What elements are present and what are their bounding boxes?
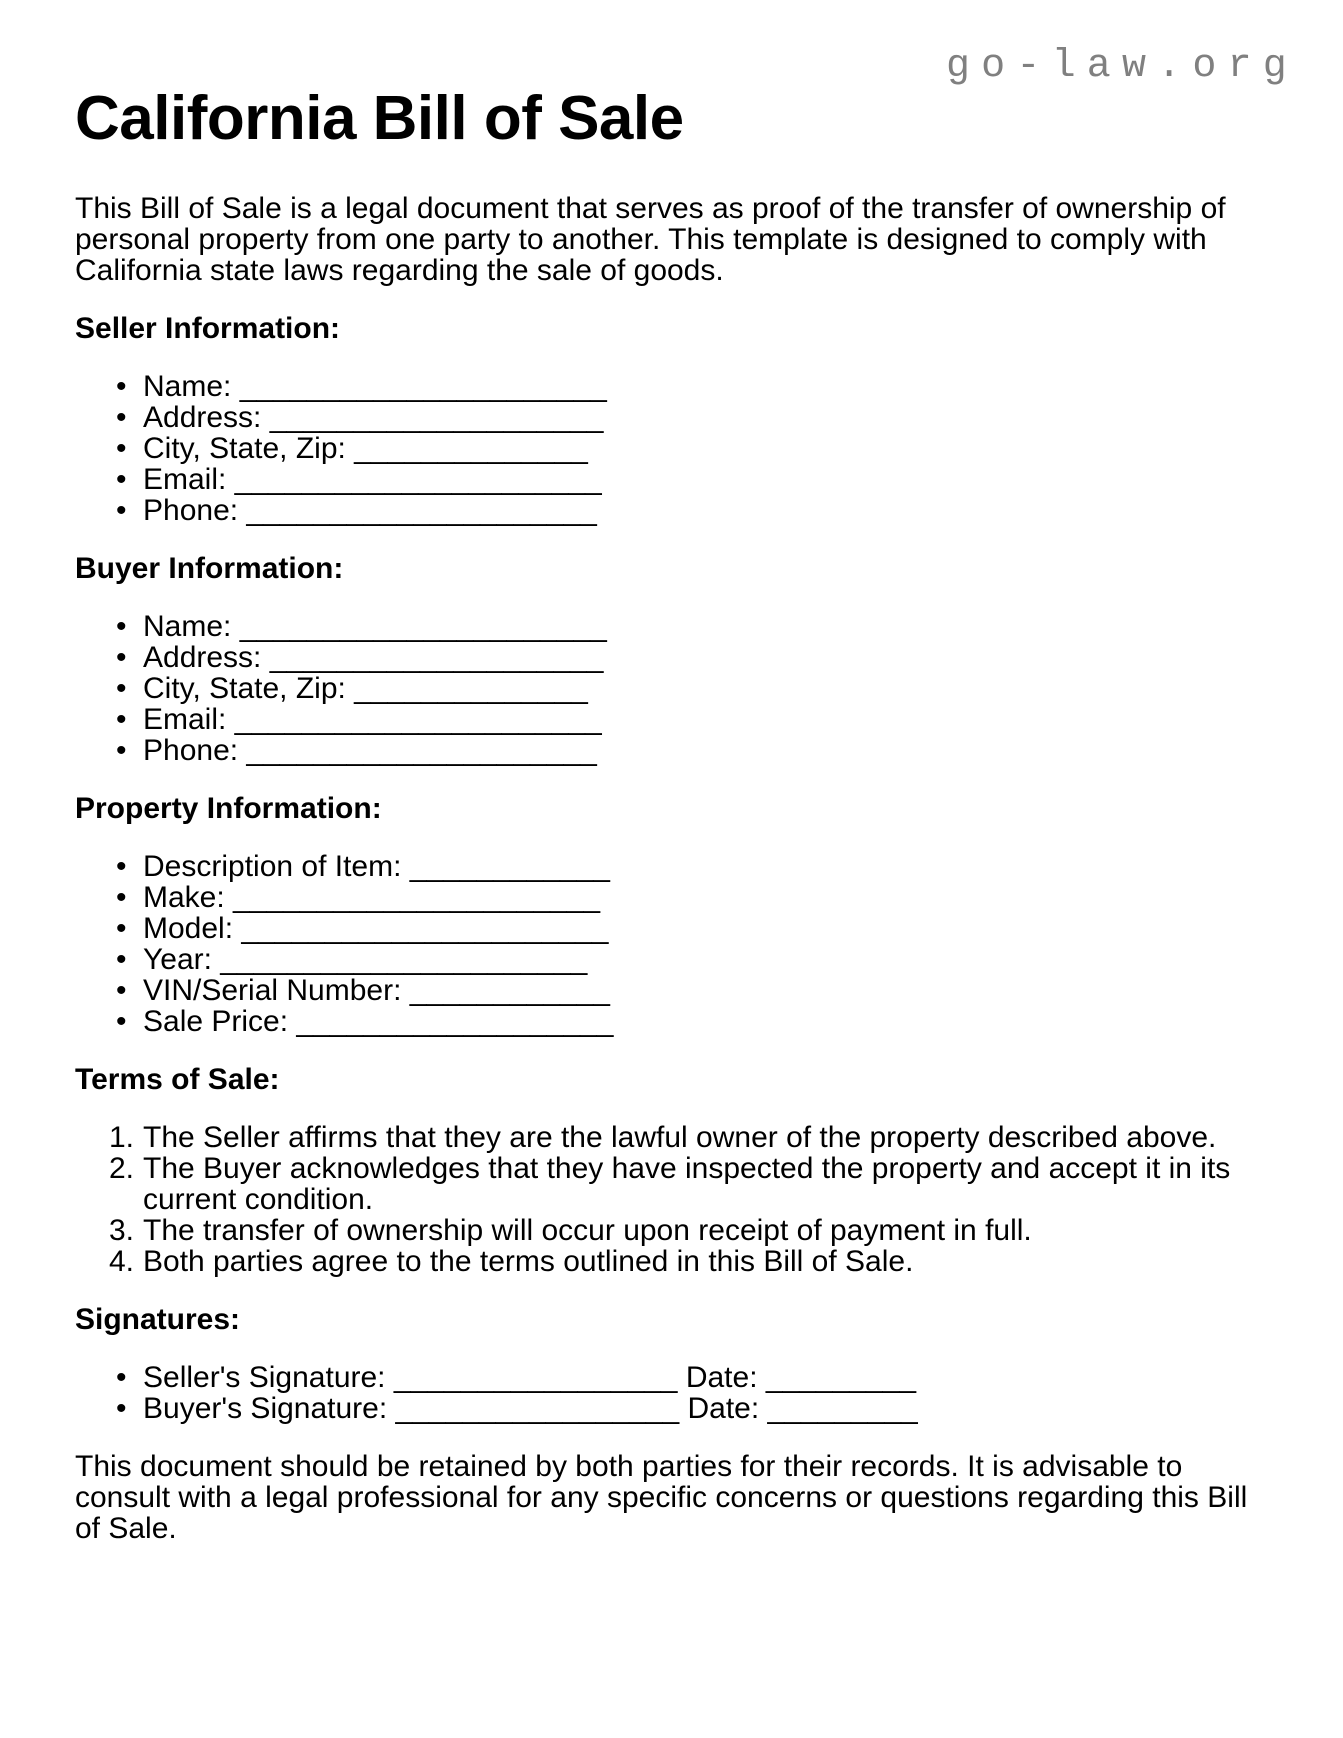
seller-address-field: • Address: ____________________ (116, 402, 1298, 433)
buyer-signature-field: • Buyer's Signature: _________________ Date: _________ (116, 1393, 1298, 1424)
term-number-4: 4. (109, 1245, 135, 1278)
buyer-city-state-zip-field: • City, State, Zip: ______________ (116, 673, 1298, 704)
term-item-4 (109, 1246, 1298, 1277)
buyer-information-heading: Buyer Information: (75, 552, 344, 585)
buyer-information-list (75, 611, 1298, 766)
buyer-email-field: • Email: ______________________ (116, 704, 1298, 735)
term-2-text-line-2: current condition. (143, 1183, 374, 1216)
term-4-text: Both parties agree to the terms outlined in this Bill of Sale. (143, 1245, 914, 1278)
term-item-1 (109, 1122, 1298, 1153)
property-model-field: • Model: ______________________ (116, 913, 1298, 944)
signatures-list (75, 1362, 1298, 1424)
property-vin-serial-field: • VIN/Serial Number: ____________ (116, 975, 1298, 1006)
terms-of-sale-list (75, 1122, 1298, 1277)
property-sale-price-field: • Sale Price: ___________________ (116, 1006, 1298, 1037)
term-3-text: The transfer of ownership will occur upon receipt of payment in full. (143, 1214, 1032, 1247)
page-title: California Bill of Sale (75, 84, 684, 153)
buyer-address-field: • Address: ____________________ (116, 642, 1298, 673)
seller-phone-field: • Phone: _____________________ (116, 495, 1298, 526)
seller-information-heading: Seller Information: (75, 312, 341, 345)
seller-email-field: • Email: ______________________ (116, 464, 1298, 495)
footer-line-2: consult with a legal professional for any specific concerns or questions regarding this Bill (75, 1481, 1248, 1514)
intro-line-3: California state laws regarding the sale of goods. (75, 254, 724, 287)
buyer-name-field: • Name: ______________________ (116, 611, 1298, 642)
term-item-3 (109, 1215, 1298, 1246)
term-number-1: 1. (109, 1121, 135, 1154)
property-description-field: • Description of Item: ____________ (116, 851, 1298, 882)
term-1-text: The Seller affirms that they are the lawful owner of the property described above. (143, 1121, 1217, 1154)
property-year-field: • Year: ______________________ (116, 944, 1298, 975)
seller-signature-field: • Seller's Signature: _________________ Date: _________ (116, 1362, 1298, 1393)
seller-name-field: • Name: ______________________ (116, 371, 1298, 402)
seller-city-state-zip-field: • City, State, Zip: ______________ (116, 433, 1298, 464)
footer-paragraph (75, 1451, 1298, 1544)
term-2-text-line-1: The Buyer acknowledges that they have inspected the property and accept it in its (143, 1152, 1231, 1185)
term-item-2 (109, 1153, 1298, 1215)
footer-line-3: of Sale. (75, 1512, 177, 1545)
buyer-phone-field: • Phone: _____________________ (116, 735, 1298, 766)
property-information-list (75, 851, 1298, 1037)
intro-line-2: personal property from one party to another. This template is designed to comply with (75, 223, 1207, 256)
property-information-heading: Property Information: (75, 792, 382, 825)
footer-line-1: This document should be retained by both parties for their records. It is advisable to (75, 1450, 1183, 1483)
terms-of-sale-heading: Terms of Sale: (75, 1063, 280, 1096)
term-number-2: 2. (109, 1152, 135, 1185)
property-make-field: • Make: ______________________ (116, 882, 1298, 913)
intro-paragraph (75, 193, 1298, 286)
term-number-3: 3. (109, 1214, 135, 1247)
brand-logo: go-law.org (945, 44, 1298, 89)
intro-line-1: This Bill of Sale is a legal document that serves as proof of the transfer of ownership of (75, 192, 1226, 225)
signatures-heading: Signatures: (75, 1303, 241, 1336)
seller-information-list (75, 371, 1298, 526)
